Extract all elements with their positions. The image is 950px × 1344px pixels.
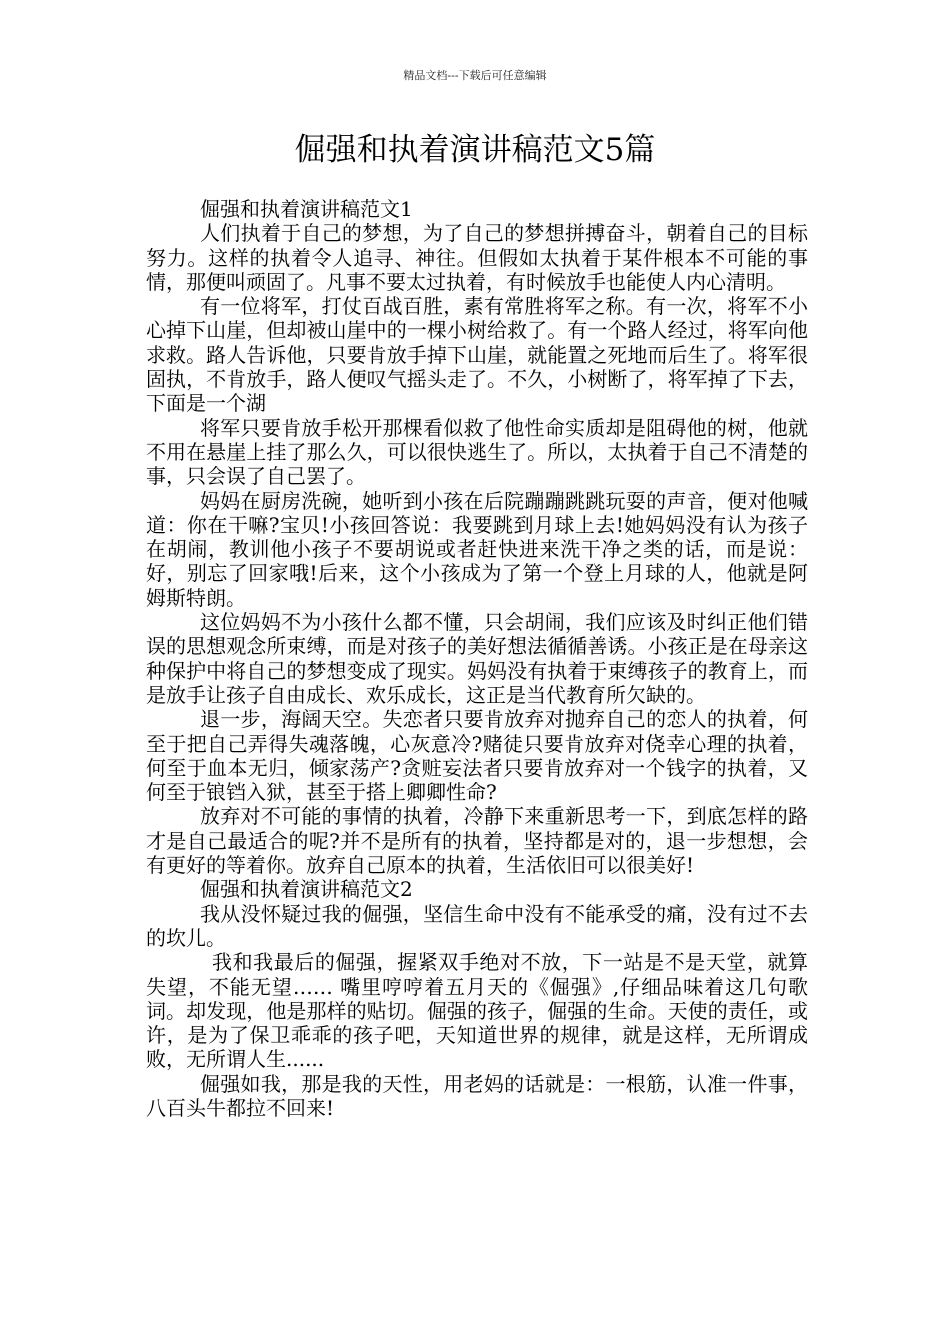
section-heading-2: 倔强和执着演讲稿范文2 bbox=[200, 877, 413, 902]
paragraph: 妈妈在厨房洗碗，她听到小孩在后院蹦蹦跳跳玩耍的声音，便对他喊道：你在干嘛?宝贝!小孩回答说：我要跳到月球上去!她妈妈没有认为孩子在胡闹，教训他小孩子不要胡说或者赶快进来洗干净之类的话，而是说：好，别忘了回家哦!后来，这个小孩成为了第一个登上月球的人，他就是阿姆斯特朗。 bbox=[146, 488, 808, 610]
paragraph: 放弃对不可能的事情的执着，冷静下来重新思考一下，到底怎样的路才是自己最适合的呢?并不是所有的执着，坚持都是对的，退一步想想，会有更好的等着你。放弃自己原本的执着，生活依旧可以很美好! bbox=[146, 804, 808, 878]
document-title: 倔强和执着演讲稿范文5篇 bbox=[294, 132, 656, 168]
paragraph: 有一位将军，打仗百战百胜，素有常胜将军之称。有一次，将军不小心掉下山崖，但却被山崖中的一棵小树给救了。有一个路人经过，将军向他求救。路人告诉他，只要肯放手掉下山崖，就能置之死地而后生了。将军很固执，不肯放手，路人便叹气摇头走了。不久，小树断了，将军掉了下去，下面是一个湖 bbox=[146, 294, 808, 416]
paragraph: 我从没怀疑过我的倔强，坚信生命中没有不能承受的痛，没有过不去的坎儿。 bbox=[146, 901, 808, 950]
paragraph: 退一步，海阔天空。失恋者只要肯放弃对抛弃自己的恋人的执着，何至于把自己弄得失魂落魄，心灰意冷?赌徒只要肯放弃对侥幸心理的执着，何至于血本无归，倾家荡产?贪赃妄法者只要肯放弃对一个钱字的执着，又何至于锒铛入狱，甚至于搭上卿卿性命? bbox=[146, 707, 808, 805]
document-body bbox=[146, 197, 808, 1120]
paragraph: 将军只要肯放手松开那棵看似救了他性命实质却是阻碍他的树，他就不用在悬崖上挂了那么久，可以很快逃生了。所以，太执着于自己不清楚的事，只会误了自己罢了。 bbox=[146, 415, 808, 489]
section-heading-1: 倔强和执着演讲稿范文1 bbox=[200, 197, 413, 221]
page-header: 精品文档---下载后可任意编辑 bbox=[403, 69, 547, 82]
paragraph: 倔强如我，那是我的天性，用老妈的话就是：一根筋，认准一件事，八百头牛都拉不回来! bbox=[146, 1071, 808, 1120]
paragraph: 人们执着于自己的梦想，为了自己的梦想拼搏奋斗，朝着自己的目标努力。这样的执着令人追寻、神往。但假如太执着于某件根本不可能的事情，那便叫顽固了。凡事不要太过执着，有时候放手也能使人内心清明。 bbox=[146, 221, 808, 294]
paragraph: 这位妈妈不为小孩什么都不懂，只会胡闹，我们应该及时纠正他们错误的思想观念所束缚，而是对孩子的美好想法循循善诱。小孩正是在母亲这种保护中将自己的梦想变成了现实。妈妈没有执着于束缚孩子的教育上，而是放手让孩子自由成长、欢乐成长，这正是当代教育所欠缺的。 bbox=[146, 610, 808, 707]
paragraph: 我和我最后的倔强，握紧双手绝对不放，下一站是不是天堂，就算失望，不能无望…… 嘴里哼哼着五月天的《倔强》,仔细品味着这几句歌词。却发现，他是那样的贴切。倔强的孩子，倔强的生命。天使的责任，或许，是为了保卫乖乖的孩子吧，天知道世界的规律，就是这样，无所谓成败，无所谓人生...... bbox=[146, 950, 808, 1072]
